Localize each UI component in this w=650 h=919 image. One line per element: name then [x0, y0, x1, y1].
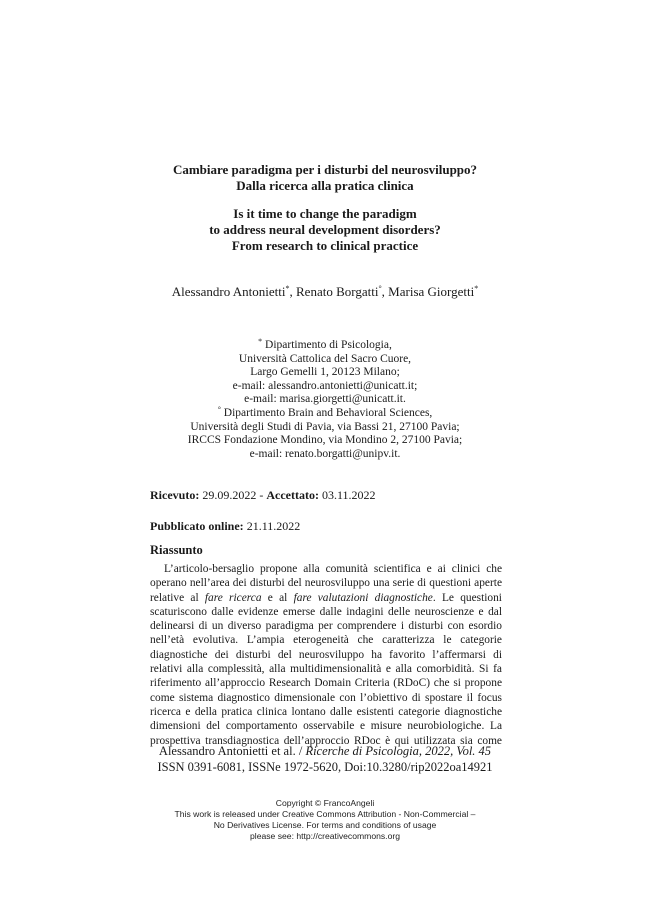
- affiliation-mark: °: [378, 284, 382, 293]
- abstract-body: [150, 562, 502, 748]
- affiliation-line: IRCCS Fondazione Mondino, via Mondino 2, 27100 Pavia;: [187, 434, 463, 447]
- abstract-text: e al: [261, 591, 294, 604]
- published-online: [150, 518, 300, 534]
- abstract-line: diagnostiche dei disturbi del neurosviluppo ha favorito l’affermarsi di: [150, 648, 502, 661]
- accepted-date: 03.11.2022: [318, 488, 376, 502]
- abstract-heading: Riassunto: [150, 543, 203, 557]
- author-separator: ,: [381, 284, 389, 299]
- italian-title: [0, 162, 650, 194]
- author-separator: ,: [289, 284, 297, 299]
- received-accepted-dates: [150, 487, 376, 503]
- affiliation-mark: *: [474, 284, 479, 293]
- copyright-line: Copyright © FrancoAngeli: [275, 798, 375, 808]
- abstract-line: operano nell’area dei disturbi del neurosviluppo una serie di questioni aperte: [150, 577, 502, 590]
- english-title-line: From research to clinical practice: [231, 238, 419, 253]
- accepted-label: Accettato:: [266, 488, 319, 502]
- affiliations: [0, 339, 650, 461]
- citation-identifiers: ISSN 0391-6081, ISSNe 1972-5620, Doi:10.3280/rip2022oa14921: [157, 760, 493, 774]
- affiliation-mark: °: [217, 404, 221, 414]
- italian-title-line: Dalla ricerca alla pratica clinica: [236, 178, 414, 193]
- author-name: Alessandro Antonietti: [171, 284, 286, 299]
- abstract-line: scaturiscono dalle evidenze emerse dalle indagini delle neuroscienze e dal: [150, 605, 502, 618]
- abstract-line: L’articolo-bersaglio propone alla comunità scientifica e ai clinici che: [164, 563, 502, 575]
- abstract-line: riferimento all’approccio Research Domain Criteria (RDoC) che si propone: [150, 677, 502, 690]
- affiliation-line: Università degli Studi di Pavia, via Bassi 21, 27100 Pavia;: [190, 420, 460, 433]
- abstract-line: nell’età evolutiva. L’ampia eterogeneità che caratterizza le categorie: [150, 634, 502, 647]
- abstract-emphasis: fare valutazioni diagnostiche: [293, 591, 433, 604]
- published-label: Pubblicato online:: [150, 519, 244, 533]
- affiliation-line: Largo Gemelli 1, 20123 Milano;: [250, 366, 400, 379]
- abstract-text: . Le questioni: [432, 591, 502, 604]
- received-label: Ricevuto:: [150, 488, 200, 502]
- abstract-line: relativi alla complessità, alla multidimensionalità e alla comorbidità. Si fa: [150, 663, 502, 676]
- affiliation-line: Università Cattolica del Sacro Cuore,: [238, 352, 412, 365]
- english-title-line: to address neural development disorders?: [209, 222, 441, 237]
- affiliation-text: Dipartimento Brain and Behavioral Sciences,: [220, 406, 433, 419]
- affiliation-email: e-mail: renato.borgatti@unipv.it.: [249, 447, 401, 460]
- license-link: please see: http://creativecommons.org: [250, 831, 400, 841]
- affiliation-mark: *: [258, 337, 263, 346]
- citation-line: [0, 743, 650, 759]
- received-date: 29.09.2022 -: [199, 488, 267, 502]
- abstract-line: dimensioni del comportamento osservabile e misure neurobiologiche. La: [150, 720, 502, 733]
- affiliation-line: [0, 404, 650, 421]
- abstract-line: delinearsi di un diverso paradigma per comprendere i disturbi con esordio: [150, 620, 502, 633]
- abstract-emphasis: fare ricerca: [204, 591, 262, 604]
- journal-citation: [0, 743, 650, 775]
- abstract-line: prospettiva transdiagnostica dell’approccio RDoc è qui utilizzata sia come: [150, 734, 502, 747]
- citation-authors: Alessandro Antonietti et al. /: [158, 744, 306, 758]
- affiliation-line: [0, 339, 650, 353]
- published-date: 21.11.2022: [243, 519, 301, 533]
- affiliation-email: e-mail: alessandro.antonietti@unicatt.it;: [232, 379, 418, 392]
- abstract-line: [150, 591, 502, 605]
- affiliation-text: Dipartimento di Psicologia,: [262, 339, 392, 351]
- affiliation-email: e-mail: marisa.giorgetti@unicatt.it.: [244, 393, 406, 406]
- english-title: [0, 206, 650, 254]
- author-name: Marisa Giorgetti: [388, 284, 475, 299]
- license-notice: [0, 798, 650, 842]
- italian-title-line: Cambiare paradigma per i disturbi del neurosviluppo?: [172, 162, 478, 177]
- english-title-line: Is it time to change the paradigm: [233, 206, 417, 221]
- license-line: No Derivatives License. For terms and conditions of usage: [213, 820, 437, 830]
- abstract-text: relative al: [150, 591, 205, 604]
- abstract-line: come sistema diagnostico dimensionale con l’obiettivo di spostare il focus: [150, 691, 502, 704]
- author-name: Renato Borgatti: [296, 284, 379, 299]
- citation-journal: Ricerche di Psicologia, 2022, Vol. 45: [305, 744, 492, 758]
- abstract-line: ricerca e della pratica clinica lontano dalle esistenti categorie diagnostiche: [150, 705, 502, 718]
- affiliation-mark: *: [285, 284, 290, 293]
- author-list: [0, 284, 650, 300]
- license-line: This work is released under Creative Commons Attribution - Non-Commercial –: [174, 809, 476, 819]
